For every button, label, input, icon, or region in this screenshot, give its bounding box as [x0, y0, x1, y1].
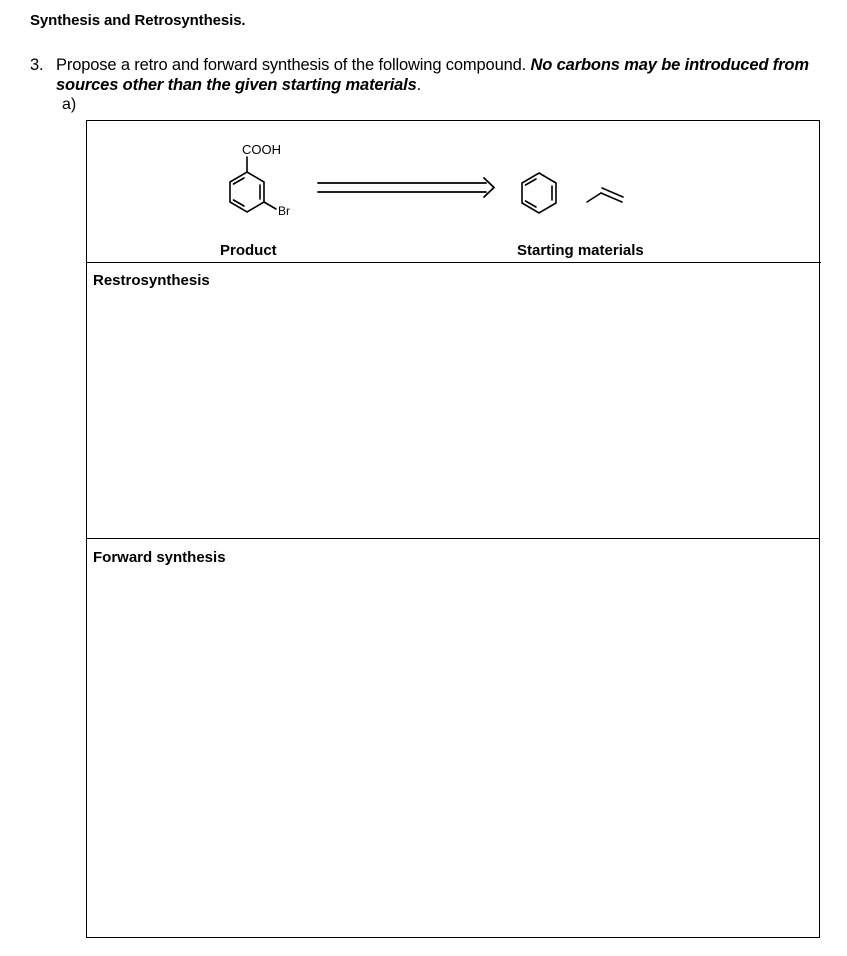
reaction-scheme [87, 121, 821, 261]
product-label: Product [220, 242, 277, 259]
product-cooh-label: COOH [242, 142, 281, 157]
question-period: . [416, 76, 422, 94]
part-label: a) [62, 96, 77, 113]
question-number: 3. [30, 56, 44, 74]
scheme-divider [87, 262, 821, 263]
benzene-ring [522, 173, 556, 213]
question-constraint: No carbons may be introduced from sources other than the given starting materials [56, 56, 809, 94]
product-br-bond [264, 202, 276, 209]
product-br-label: Br [278, 204, 290, 218]
question-text [30, 55, 830, 95]
benzene-structure [522, 173, 556, 213]
forward-synthesis-label: Forward synthesis [93, 549, 226, 566]
retrosynthesis-label: Restrosynthesis [93, 272, 210, 289]
question-instruction: Propose a retro and forward synthesis of the following compound. [56, 56, 527, 74]
propene-structure [587, 188, 623, 202]
retrosynthesis-answer-area[interactable] [87, 293, 819, 533]
product-structure [230, 157, 276, 212]
forward-synthesis-answer-area[interactable] [87, 571, 819, 933]
section-heading: Synthesis and Retrosynthesis. [30, 12, 246, 29]
product-benzene-ring [230, 172, 264, 212]
section-divider [87, 538, 819, 539]
answer-box [86, 120, 820, 938]
starting-materials-label: Starting materials [517, 242, 644, 259]
retrosynthesis-arrow [318, 178, 494, 197]
